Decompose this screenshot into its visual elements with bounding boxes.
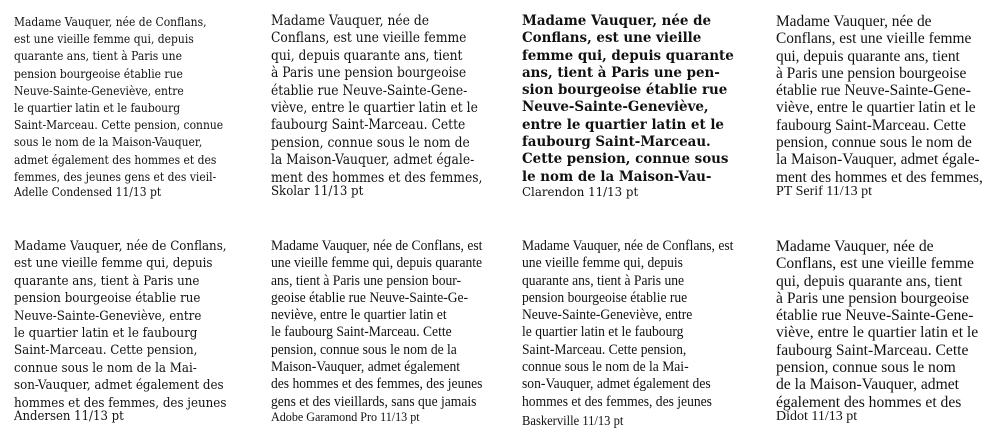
specimen-text: Madame Vauquer, née de Conflans, est une vieille femme qui, depuis quarante ans, tient à Paris une pension bourgeoise établie rue Neuve-Sainte-Geneviève, entre le quartier latin et le faubourg Saint-Marceau. Cette pension, connue sous le nom de la Mai- son-Vauquer, admet également des hommes et des femmes, des jeunes (14, 239, 227, 411)
specimen-caption: Baskerville 11/13 pt (522, 413, 624, 428)
specimen-caption: Adobe Garamond Pro 11/13 pt (271, 409, 420, 424)
specimen-adelle-condensed (14, 13, 246, 199)
specimen-text: Madame Vauquer, née de Conflans, est une vieille femme qui, depuis quarante ans, tient à Paris une pension bourgeoise établie rue Neuve-Sainte-Gene- viève, entre le quartier latin et le faubourg Saint-Marceau. Cette pension, connue sous le nom de la Maison-Vauquer, admet égale- ment des hommes et des femmes, (271, 13, 483, 186)
specimen-andersen (14, 238, 253, 424)
specimen-caption: Clarendon 11/13 pt (522, 184, 639, 199)
specimen-adobe-garamond-pro (271, 238, 508, 424)
specimen-text: Madame Vauquer, née de Conflans, est une vieille femme qui, depuis quarante ans, tient à Paris une pension bourgeoise établie rue Neuve-Sainte-Gene- viève, entre le quartier latin et le faubourg Saint-Marceau. Cette pension, connue sous le nom de la Maison-Vauquer, admet égale- ment des hommes et des femmes, (776, 13, 983, 186)
specimen-skolar (271, 13, 506, 199)
specimen-pt-serif (776, 13, 1000, 199)
specimen-text: Madame Vauquer, née de Conflans, est une vieille femme qui, depuis quarante ans, tient à Paris une pen- sion bourgeoise établie rue Neuve-Sainte-Geneviève, entre le quartier latin et le faubourg Saint-Marceau. Cette pension, connue sous le nom de la Maison-Vau- (522, 13, 734, 185)
specimen-text: Madame Vauquer, née de Conflans, est une vieille femme qui, depuis quarante ans, tient à Paris une pension bourgeoise établie rue Neuve-Sainte-Geneviève, entre le quartier latin et le faubourg Saint-Marceau. Cette pension, connue sous le nom de la Maison-Vauquer, admet également des hommes et des femmes, des jeunes gens et des vieil- (14, 14, 224, 184)
specimen-caption: Skolar 11/13 pt (271, 184, 364, 199)
specimen-caption: Didot 11/13 pt (776, 409, 858, 424)
specimen-text: Madame Vauquer, née de Conflans, est une vieille femme qui, depuis quarante ans, tient à Paris une pension bour- geoise établie rue Neuve-Sainte-Ge- neviève, entre le quartier latin et le faubourg Saint-Marceau. Cette pension, connue sous le nom de la Maison-Vauquer, admet également des hommes et des femmes, des jeunes gens et des vieillards, sans que jamais (271, 238, 483, 410)
specimen-clarendon (522, 13, 758, 199)
specimen-didot (776, 238, 1000, 424)
specimen-caption: PT Serif 11/13 pt (776, 184, 873, 199)
specimen-text: Madame Vauquer, née de Conflans, est une vieille femme qui, depuis quarante ans, tient à Paris une pension bourgeoise établie rue Neuve-Sainte-Gene- viève, entre le quartier latin et le faubourg Saint-Marceau. Cette pension, connue sous le nom de la Maison-Vauquer, admet également des hommes et des (776, 238, 979, 411)
specimen-text: Madame Vauquer, née de Conflans, est une vieille femme qui, depuis quarante ans, tient à Paris une pension bourgeoise établie rue Neuve-Sainte-Geneviève, entre le quartier latin et le faubourg Saint-Marceau. Cette pension, connue sous le nom de la Mai- son-Vauquer, admet également des hommes et des femmes, des jeunes (522, 238, 734, 410)
specimen-caption: Andersen 11/13 pt (14, 409, 124, 424)
specimen-baskerville (522, 238, 759, 428)
specimen-caption: Adelle Condensed 11/13 pt (14, 184, 162, 199)
